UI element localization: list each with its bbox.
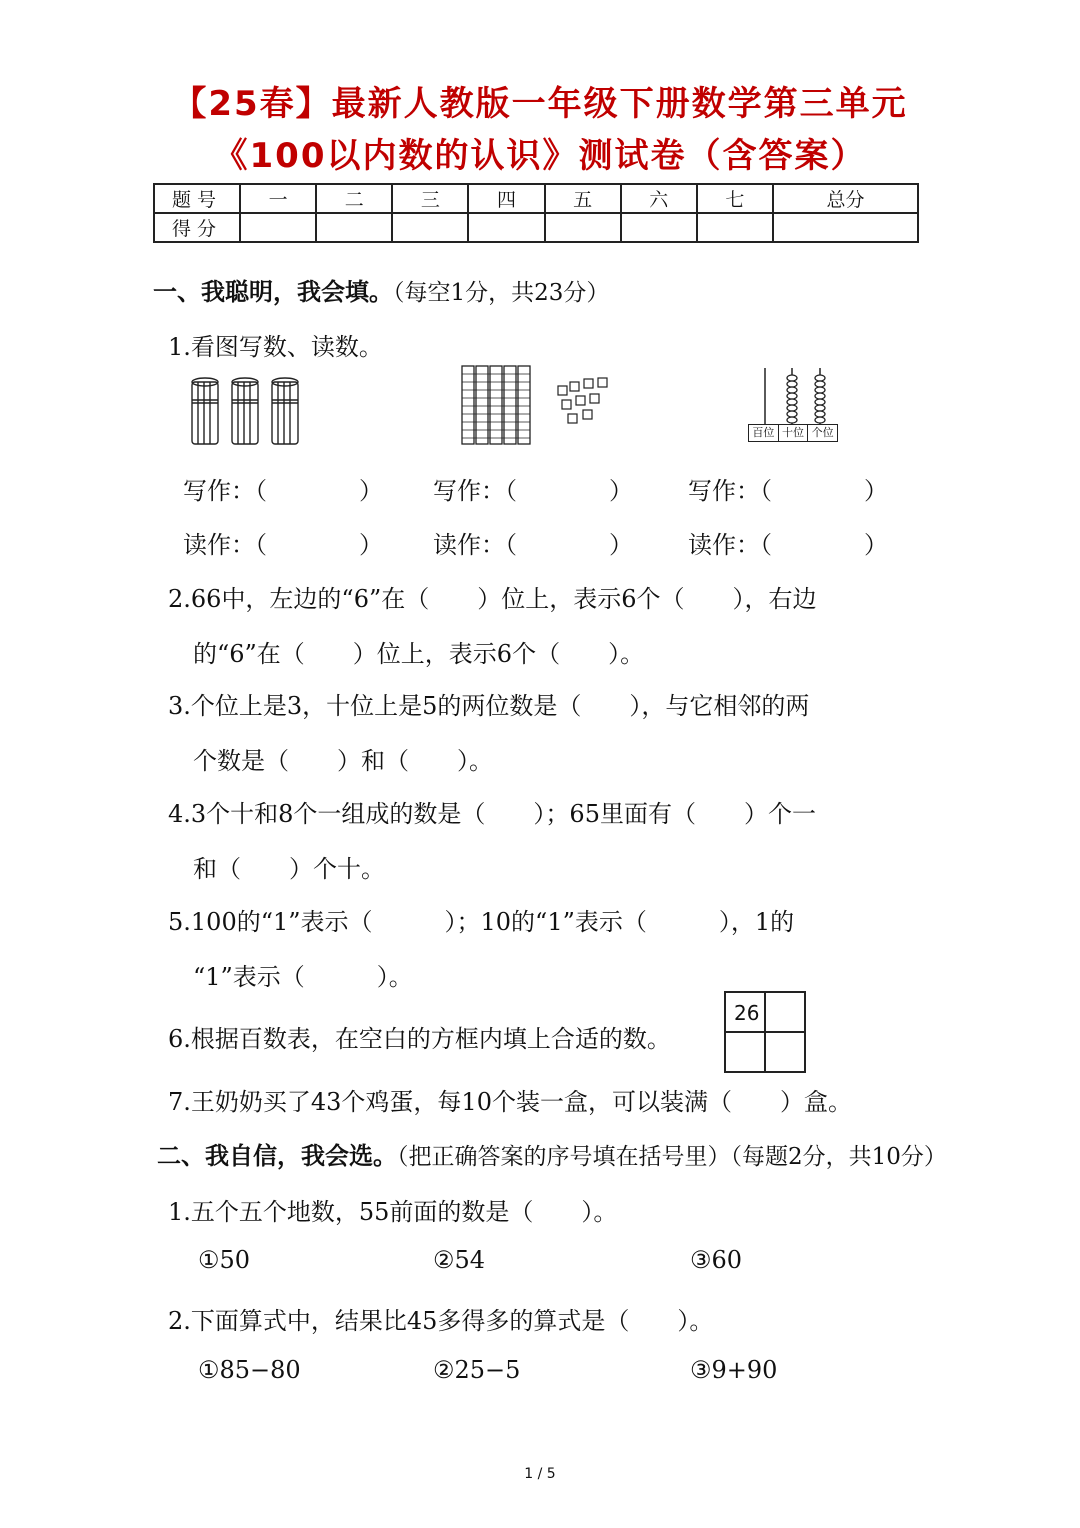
write-label: 写作：（	[688, 477, 772, 505]
s2q2-option-2[interactable]: ②25−5	[433, 1356, 521, 1384]
score-table-score-row	[154, 213, 918, 242]
close-paren: ）	[609, 531, 633, 559]
score-col-3: 三	[392, 184, 468, 213]
document-title-line2: 《100以内数的认识》测试卷（含答案）	[213, 136, 867, 176]
abacus-rods-icon	[748, 366, 838, 424]
document-title-line1: 【25春】最新人教版一年级下册数学第三单元	[172, 84, 908, 124]
s2q2-option-3[interactable]: ③9+90	[690, 1356, 778, 1384]
section1-heading: 一、我聪明，我会填。	[153, 278, 393, 306]
q1-read-3	[688, 525, 888, 560]
abacus-label-tens: 十位	[779, 425, 809, 441]
close-paren: ）	[359, 477, 383, 505]
score-table-header-row	[154, 184, 918, 213]
score-cell[interactable]	[621, 213, 697, 242]
q3-line1: 3.个位上是3，十位上是5的两位数是（ ），与它相邻的两	[168, 692, 810, 720]
s2q1-option-2[interactable]: ②54	[433, 1246, 486, 1274]
abacus-label-hundreds: 百位	[749, 425, 779, 441]
q2-line1: 2.66中，左边的“6”在（ ）位上，表示6个（ ），右边	[168, 585, 817, 613]
abacus-labels	[748, 424, 838, 442]
q1-write-3	[688, 471, 888, 506]
close-paren: ）	[359, 531, 383, 559]
stick-bundles-icon	[188, 376, 308, 448]
s2q1-option-1[interactable]: ①50	[198, 1246, 251, 1274]
score-col-5: 五	[545, 184, 621, 213]
score-col-total: 总分	[773, 184, 918, 213]
q1-text: 1.看图写数、读数。	[168, 333, 383, 361]
score-cell[interactable]	[697, 213, 773, 242]
score-cell[interactable]	[392, 213, 468, 242]
close-paren: ）	[609, 477, 633, 505]
section2-heading: 二、我自信，我会选。	[157, 1142, 397, 1170]
abacus-icon	[748, 366, 838, 442]
grid-number: 26	[734, 1001, 760, 1025]
close-paren: ）	[864, 477, 888, 505]
score-col-6: 六	[621, 184, 697, 213]
score-table	[153, 183, 919, 243]
score-col-1: 一	[240, 184, 316, 213]
page-number: 1 / 5	[524, 1466, 556, 1482]
close-paren: ）	[864, 531, 888, 559]
score-row2-header: 得分	[154, 213, 240, 242]
q1-read-2	[433, 525, 633, 560]
q6-text: 6.根据百数表，在空白的方框内填上合适的数。	[168, 1025, 671, 1053]
read-label: 读作：（	[688, 531, 772, 559]
q2-line2: 的“6”在（ ）位上，表示6个（ ）。	[193, 640, 645, 668]
base-ten-blocks-icon	[458, 362, 618, 448]
read-label: 读作：（	[433, 531, 517, 559]
q5-line1: 5.100的“1”表示（ ）；10的“1”表示（ ），1的	[168, 908, 795, 936]
read-label: 读作：（	[183, 531, 267, 559]
score-cell[interactable]	[468, 213, 544, 242]
score-col-4: 四	[468, 184, 544, 213]
s2q2-option-1[interactable]: ①85−80	[198, 1356, 301, 1384]
s2q1-text: 1.五个五个地数，55前面的数是（ ）。	[168, 1198, 618, 1226]
score-cell[interactable]	[545, 213, 621, 242]
write-label: 写作：（	[183, 477, 267, 505]
q7-text: 7.王奶奶买了43个鸡蛋，每10个装一盒，可以装满（ ）盒。	[168, 1088, 852, 1116]
abacus-label-ones: 个位	[811, 426, 834, 439]
q1-read-1	[183, 525, 383, 560]
q4-line2: 和（ ）个十。	[193, 855, 385, 883]
score-cell[interactable]	[316, 213, 392, 242]
s2q1-option-3[interactable]: ③60	[690, 1246, 743, 1274]
q1-write-2	[433, 471, 633, 506]
hundred-chart-grid	[724, 991, 806, 1073]
q5-line2: “1”表示（ ）。	[193, 963, 413, 991]
score-cell[interactable]	[240, 213, 316, 242]
grid-divider	[726, 1031, 804, 1033]
score-row1-header: 题号	[154, 184, 240, 213]
section1-note: （每空1分，共23分）	[393, 280, 610, 306]
section1-heading-line	[153, 272, 609, 307]
section2-heading-line	[157, 1136, 947, 1171]
section2-note: （把正确答案的序号填在括号里）（每题2分，共10分）	[397, 1144, 947, 1170]
q4-line1: 4.3个十和8个一组成的数是（ ）；65里面有（ ）个一	[168, 800, 816, 828]
score-cell[interactable]	[773, 213, 918, 242]
s2q2-text: 2.下面算式中，结果比45多得多的算式是（ ）。	[168, 1307, 714, 1335]
score-col-7: 七	[697, 184, 773, 213]
q1-write-1	[183, 471, 383, 506]
q3-line2: 个数是（ ）和（ ）。	[193, 747, 493, 775]
score-col-2: 二	[316, 184, 392, 213]
write-label: 写作：（	[433, 477, 517, 505]
